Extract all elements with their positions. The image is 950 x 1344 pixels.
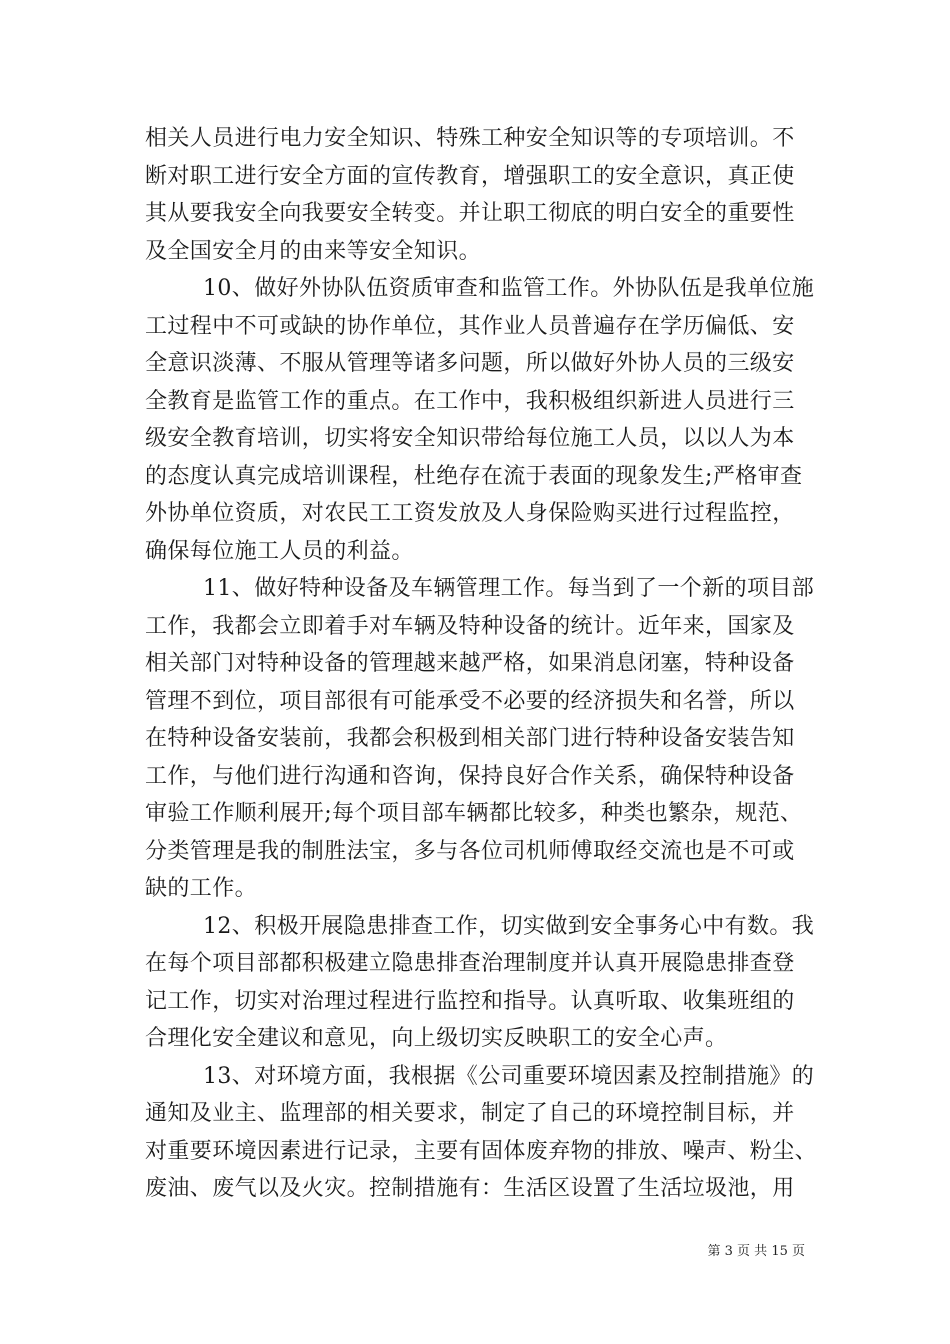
text-line: 工作，与他们进行沟通和咨询，保持良好合作关系，确保特种设备 [145,763,795,789]
text-line: 12、积极开展隐患排查工作，切实做到安全事务心中有数。我 [203,913,815,939]
text-line: 合理化安全建议和意见，向上级切实反映职工的安全心声。 [145,1026,728,1051]
text-line: 外协单位资质，对农民工工资发放及人身保险购买进行过程监控， [145,501,795,526]
text-line: 确保每位施工人员的利益。 [145,538,414,564]
text-line: 缺的工作。 [145,876,258,901]
text-line: 其从要我安全向我要安全转变。并让职工彻底的明白安全的重要性 [145,201,795,226]
text-line: 记工作，切实对治理过程进行监控和指导。认真听取、收集班组的 [145,988,795,1014]
text-line: 对重要环境因素进行记录，主要有固体废弃物的排放、噪声、粉尘、 [145,1138,818,1164]
text-line: 全意识淡薄、不服从管理等诸多问题，所以做好外协人员的三级安 [145,351,795,376]
text-line: 废油、废气以及火灾。控制措施有：生活区设置了生活垃圾池，用 [145,1176,795,1201]
text-line: 10、做好外协队伍资质审查和监管工作。外协队伍是我单位施 [203,276,815,301]
text-line: 在每个项目部都积极建立隐患排查治理制度并认真开展隐患排查登 [145,951,795,976]
text-line: 工过程中不可或缺的协作单位，其作业人员普遍存在学历偏低、安 [145,313,795,339]
text-line: 的态度认真完成培训课程，杜绝存在流于表面的现象发生;严格审查 [145,463,803,489]
text-line: 断对职工进行安全方面的宣传教育，增强职工的安全意识，真正使 [145,163,795,189]
text-line: 在特种设备安装前，我都会积极到相关部门进行特种设备安装告知 [145,726,795,751]
body-text [145,120,818,1208]
text-line: 及全国安全月的由来等安全知识。 [145,238,482,264]
text-line: 管理不到位，项目部很有可能承受不必要的经济损失和名誉，所以 [145,688,795,714]
text-line: 审验工作顺利展开;每个项目部车辆都比较多，种类也繁杂，规范、 [145,801,803,826]
text-line: 11、做好特种设备及车辆管理工作。每当到了一个新的项目部 [203,576,815,601]
text-line: 通知及业主、监理部的相关要求，制定了自己的环境控制目标，并 [145,1101,795,1126]
page-number-footer: 第 3 页 共 15 页 [707,1244,805,1259]
text-line: 13、对环境方面，我根据《公司重要环境因素及控制措施》的 [203,1063,815,1089]
text-line: 分类管理是我的制胜法宝，多与各位司机师傅取经交流也是不可或 [145,838,795,864]
text-line: 级安全教育培训，切实将安全知识带给每位施工人员，以以人为本 [145,426,795,451]
text-line: 工作，我都会立即着手对车辆及特种设备的统计。近年来，国家及 [145,613,795,639]
text-line: 相关人员进行电力安全知识、特殊工种安全知识等的专项培训。不 [145,126,795,151]
text-line: 相关部门对特种设备的管理越来越严格，如果消息闭塞，特种设备 [145,651,795,676]
text-line: 全教育是监管工作的重点。在工作中，我积极组织新进人员进行三 [145,388,795,414]
